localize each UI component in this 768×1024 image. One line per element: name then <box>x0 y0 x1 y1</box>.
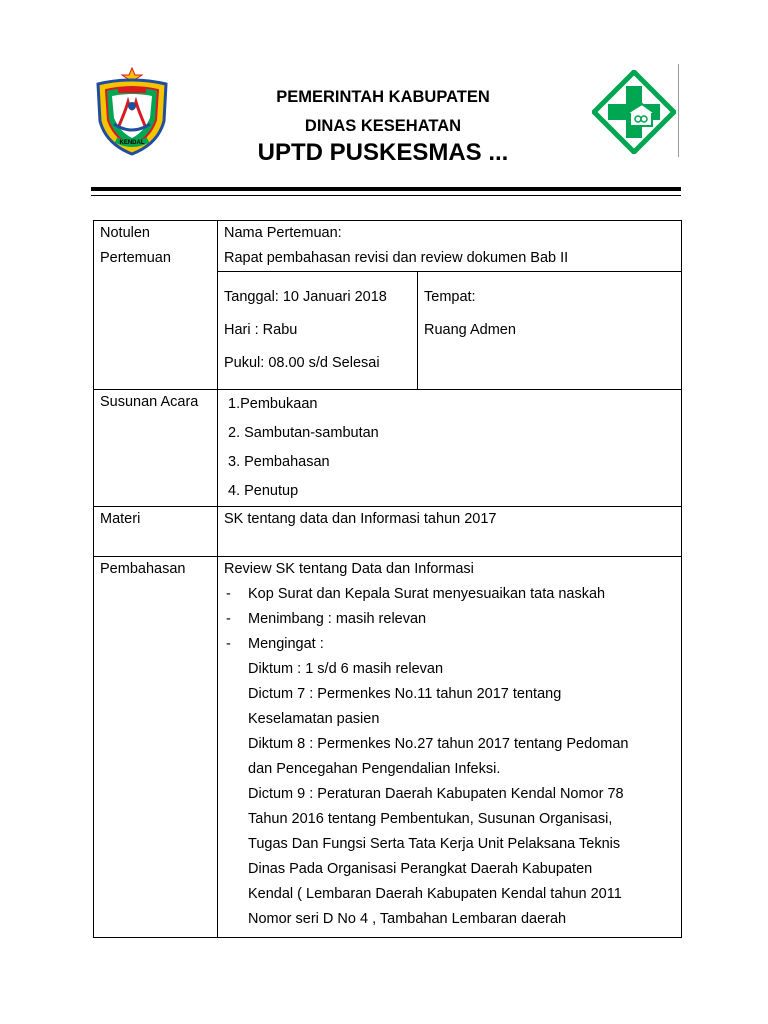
tempat-label: Tempat: <box>424 289 476 305</box>
kop-puskesmas: UPTD PUSKESMAS ... <box>257 139 509 166</box>
pembahasan-detail: dan Pencegahan Pengendalian Infeksi. <box>248 761 501 777</box>
acara-item: 2. Sambutan-sambutan <box>228 425 379 441</box>
nama-pertemuan-label: Nama Pertemuan: <box>224 225 342 241</box>
susunan-acara-label: Susunan Acara <box>100 394 199 410</box>
tempat-value: Ruang Admen <box>424 322 516 338</box>
bullet-text: Kop Surat dan Kepala Surat menyesuaikan tata naskah <box>248 586 606 602</box>
materi-label: Materi <box>100 511 141 527</box>
pembahasan-detail: Diktum 8 : Permenkes No.27 tahun 2017 tentang Pedoman <box>248 736 629 752</box>
cell-materi-label <box>94 507 218 557</box>
tanggal-text: Tanggal: 10 Januari 2018 <box>224 289 387 305</box>
nama-pertemuan-value: Rapat pembahasan revisi dan review dokumen Bab II <box>224 250 569 266</box>
cell-susunan-acara-label <box>94 390 218 507</box>
hari-text: Hari : Rabu <box>224 322 298 338</box>
pembahasan-detail: Dictum 7 : Permenkes No.11 tahun 2017 tentang <box>248 686 562 702</box>
kop-pemerintah: PEMERINTAH KABUPATEN <box>276 88 490 106</box>
pembahasan-detail: Dinas Pada Organisasi Perangkat Daerah Kabupaten <box>248 861 593 877</box>
header-vertical-divider <box>678 64 679 157</box>
pembahasan-title: Review SK tentang Data dan Informasi <box>224 561 474 577</box>
bullet-text: Mengingat : <box>248 636 324 652</box>
pembahasan-detail: Tahun 2016 tentang Pembentukan, Susunan Organisasi, <box>248 811 613 827</box>
pembahasan-detail: Nomor seri D No 4 , Tambahan Lembaran daerah <box>248 911 567 927</box>
cell-nama-pertemuan <box>218 221 682 272</box>
cell-materi-value <box>218 507 682 557</box>
svg-text:KENDAL: KENDAL <box>119 140 145 146</box>
notulen-table <box>93 220 682 938</box>
acara-item: 3. Pembahasan <box>228 454 330 470</box>
acara-item: 1.Pembukaan <box>228 396 318 412</box>
cell-susunan-acara-items <box>218 390 682 507</box>
header-rule-thin <box>91 195 681 196</box>
acara-item: 4. Penutup <box>228 483 299 499</box>
pukul-text: Pukul: 08.00 s/d Selesai <box>224 355 380 371</box>
puskesmas-logo-icon <box>592 70 676 154</box>
pembahasan-bullet <box>224 632 675 657</box>
cell-pembahasan-label <box>94 557 218 938</box>
cell-pembahasan-content <box>218 557 682 938</box>
kendal-coat-of-arms-logo <box>92 66 172 156</box>
header-rule-thick <box>91 187 681 191</box>
pembahasan-detail: Diktum : 1 s/d 6 masih relevan <box>248 661 444 677</box>
label-pertemuan: Pertemuan <box>100 250 171 266</box>
row-pembahasan <box>94 557 682 938</box>
row-materi <box>94 507 682 557</box>
pembahasan-detail: Keselamatan pasien <box>248 711 380 727</box>
pembahasan-detail: Dictum 9 : Peraturan Daerah Kabupaten Kendal Nomor 78 <box>248 786 624 802</box>
row-notulen-pertemuan <box>94 221 682 272</box>
materi-value: SK tentang data dan Informasi tahun 2017 <box>224 511 497 527</box>
row-susunan-acara <box>94 390 682 507</box>
dash-marker: - <box>226 586 231 602</box>
pembahasan-bullet <box>224 582 675 607</box>
cell-notulen-label <box>94 221 218 390</box>
pembahasan-bullet <box>224 607 675 632</box>
label-notulen: Notulen <box>100 225 150 241</box>
pembahasan-detail: Kendal ( Lembaran Daerah Kabupaten Kendal tahun 2011 <box>248 886 622 902</box>
dash-marker: - <box>226 611 231 627</box>
bullet-text: Menimbang : masih relevan <box>248 611 427 627</box>
cell-waktu <box>218 272 418 390</box>
cell-tempat <box>418 272 682 390</box>
pembahasan-detail: Tugas Dan Fungsi Serta Tata Kerja Unit Pelaksana Teknis <box>248 836 621 852</box>
pembahasan-label: Pembahasan <box>100 561 186 577</box>
dash-marker: - <box>226 636 231 652</box>
kop-dinas: DINAS KESEHATAN <box>304 117 462 135</box>
